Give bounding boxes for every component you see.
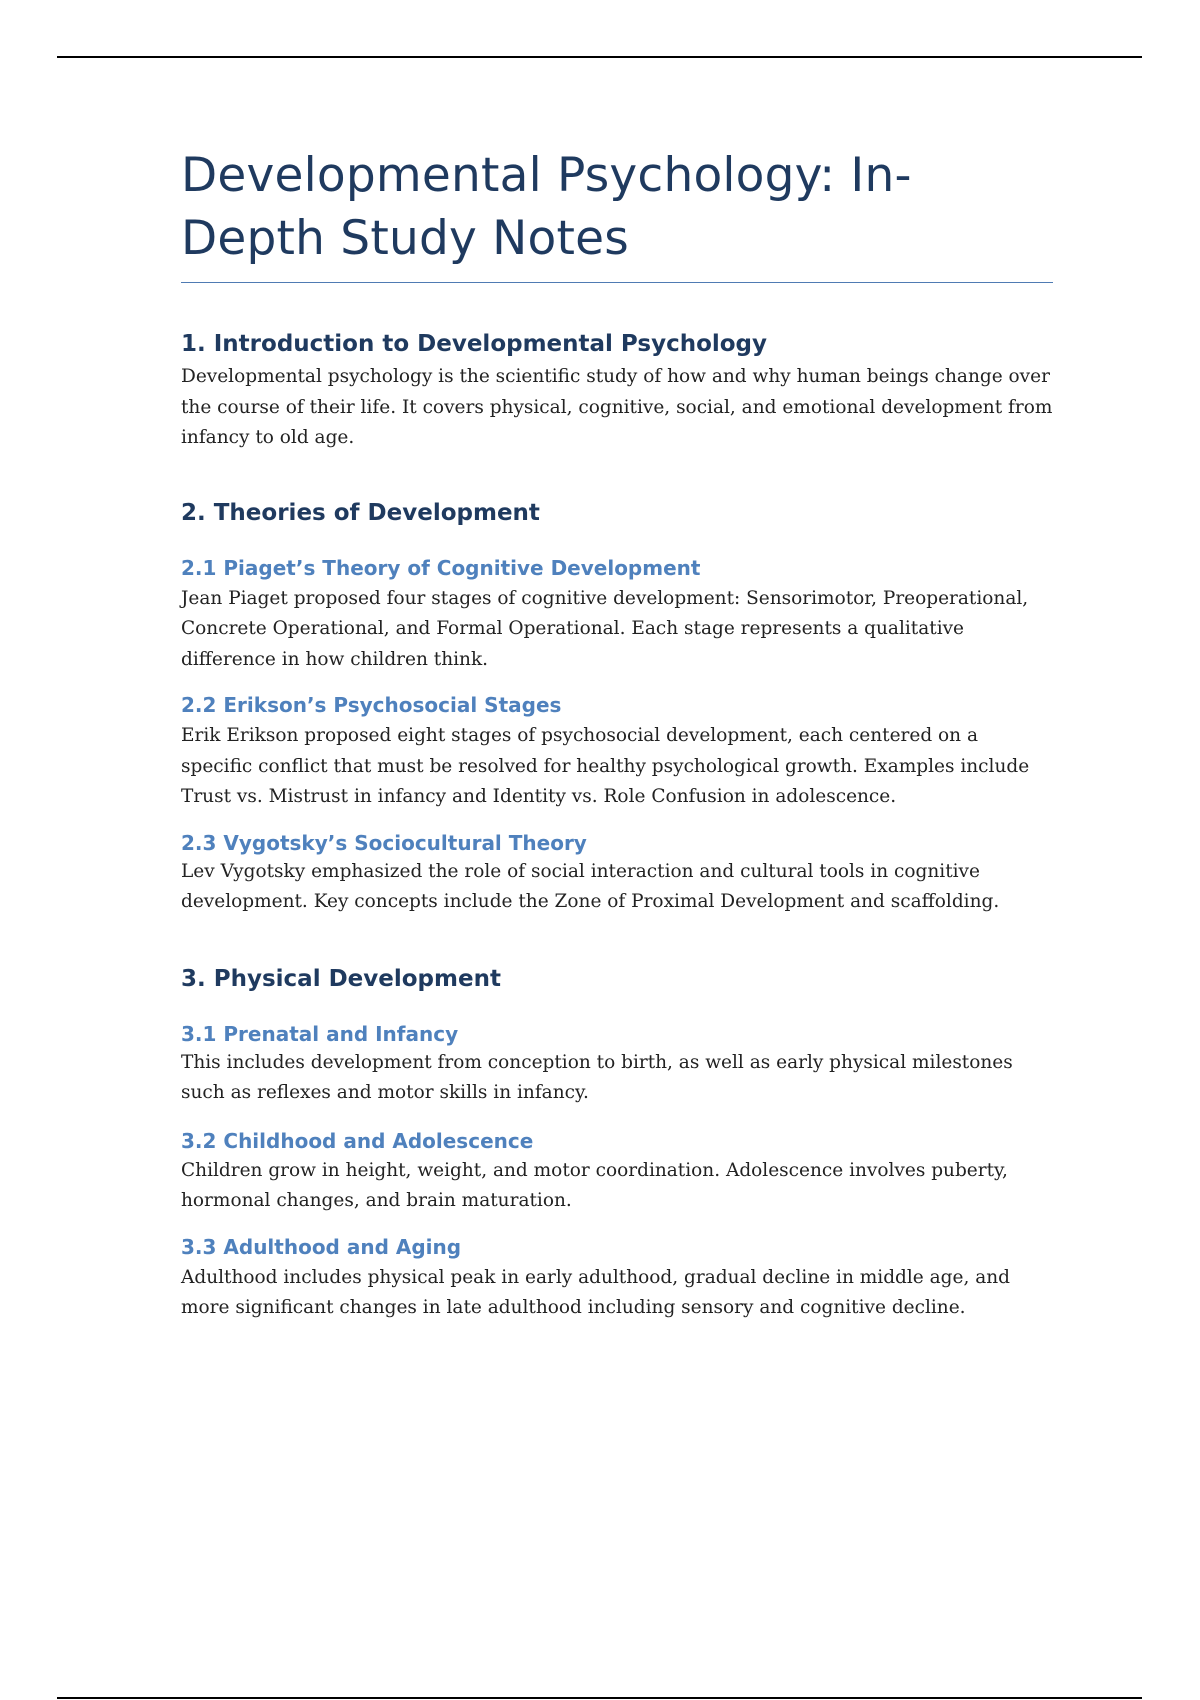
subsection-vygotsky [181,829,1053,918]
section-heading: 1. Introduction to Developmental Psychology [181,331,768,357]
subsection-paragraph: This includes development from conception to birth, as well as early physical milestones such as reflexes and motor skills in infancy. [181,1051,1013,1103]
page-bottom-rule [57,1697,1142,1699]
subsection-erikson [181,691,1053,813]
section-paragraph: Developmental psychology is the scientific study of how and why human beings change over the course of their life. It covers physical, cognitive, social, and emotional development from infancy to old age. [181,366,1053,448]
subsection-paragraph: Children grow in height, weight, and motor coordination. Adolescence involves puberty, hormonal changes, and brain maturation. [181,1159,1008,1211]
subsection-paragraph: Adulthood includes physical peak in early adulthood, gradual decline in middle age, and more significant changes in late adulthood including sensory and cognitive decline. [181,1266,1011,1318]
title-underline [181,282,1053,283]
subsection-piaget [181,554,1053,676]
subsection-adulthood [181,1233,1053,1324]
subsection-heading: 2.3 Vygotsky’s Sociocultural Theory [181,830,587,855]
subsection-prenatal [181,1020,1053,1109]
section-introduction [181,329,1053,454]
section-physical-development [181,964,1053,1324]
subsection-heading: 3.2 Childhood and Adolescence [181,1128,534,1153]
section-heading: 3. Physical Development [181,965,501,992]
page-top-rule [57,56,1142,58]
subsection-heading: 2.1 Piaget’s Theory of Cognitive Development [181,555,701,580]
subsection-paragraph: Lev Vygotsky emphasized the role of social interaction and cultural tools in cognitive development. Key concepts include the Zone of Proximal Development and scaffolding. [181,860,1000,912]
document-body [181,144,1053,1324]
subsection-paragraph: Erik Erikson proposed eight stages of psychosocial development, each centered on a specific conflict that must be resolved for healthy psychological growth. Examples include Trust vs. Mistrust in infancy and Identity vs. Role Confusion in adolescence. [181,725,1030,807]
document-title: Developmental Psychology: In-Depth Study Notes [181,148,912,266]
subsection-heading: 3.1 Prenatal and Infancy [181,1021,459,1046]
subsection-paragraph: Jean Piaget proposed four stages of cognitive development: Sensorimotor, Preoperational, Concrete Operational, and Formal Operational. Each stage represents a qualitative difference in how children think. [181,587,1029,670]
subsection-childhood [181,1127,1053,1217]
section-heading: 2. Theories of Development [181,499,540,526]
subsection-heading: 2.2 Erikson’s Psychosocial Stages [181,693,562,717]
section-theories [181,498,1053,918]
subsection-heading: 3.3 Adulthood and Aging [181,1234,462,1259]
